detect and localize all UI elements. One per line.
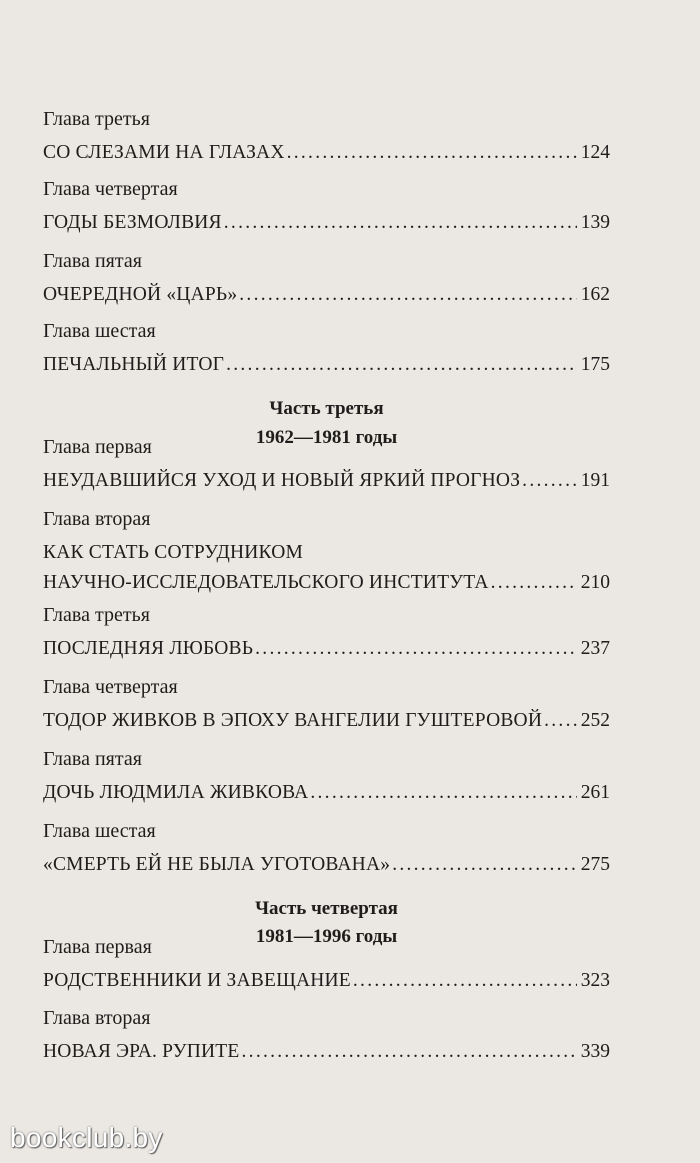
- toc-entry: [43, 106, 610, 166]
- toc-entry: [43, 674, 610, 734]
- chapter-number: Глава пятая: [43, 748, 142, 770]
- toc-line: [43, 708, 610, 734]
- page-number: 261: [580, 782, 610, 803]
- chapter-title: ОЧЕРЕДНОЙ «ЦАРЬ»: [43, 284, 238, 305]
- page-number: 175: [580, 354, 610, 375]
- chapter-title: ПЕЧАЛЬНЫЙ ИТОГ: [43, 354, 225, 375]
- toc-entry: [43, 176, 610, 236]
- toc-line: [43, 968, 610, 994]
- dot-leader: [255, 636, 577, 662]
- toc-line: [43, 780, 610, 806]
- dot-leader: [353, 968, 577, 994]
- toc-entry: [43, 818, 610, 878]
- toc-line: [43, 852, 610, 878]
- chapter-number: Глава шестая: [43, 320, 156, 342]
- toc-line: [43, 468, 610, 494]
- part-heading: Часть четвертая: [255, 898, 398, 919]
- chapter-number: Глава первая: [43, 936, 152, 958]
- chapter-title: НАУЧНО-ИССЛЕДОВАТЕЛЬСКОГО ИНСТИТУТА: [43, 572, 489, 593]
- chapter-title-line1: КАК СТАТЬ СОТРУДНИКОМ: [43, 542, 304, 563]
- toc-entry: [43, 434, 610, 494]
- page-number: 162: [580, 284, 610, 305]
- toc-line: [43, 282, 610, 308]
- dot-leader: [392, 852, 577, 878]
- chapter-number: Глава вторая: [43, 508, 151, 530]
- chapter-number: Глава вторая: [43, 1007, 151, 1029]
- dot-leader: [226, 352, 577, 378]
- page-number: 275: [580, 854, 610, 875]
- toc-line: [43, 570, 610, 596]
- toc-entry: [43, 318, 610, 378]
- chapter-title: РОДСТВЕННИКИ И ЗАВЕЩАНИЕ: [43, 970, 351, 991]
- page-number: 124: [580, 142, 610, 163]
- page-number: 339: [580, 1041, 610, 1062]
- toc-line: [43, 210, 610, 236]
- dot-leader: [310, 780, 576, 806]
- chapter-title: «СМЕРТЬ ЕЙ НЕ БЫЛА УГОТОВАНА»: [43, 854, 391, 875]
- chapter-number: Глава третья: [43, 604, 150, 626]
- chapter-number: Глава четвертая: [43, 676, 178, 698]
- chapter-title: ДОЧЬ ЛЮДМИЛА ЖИВКОВА: [43, 782, 309, 803]
- toc-entry: [43, 1005, 610, 1065]
- dot-leader: [522, 468, 577, 494]
- part-years: 1962—1981 годы: [255, 427, 398, 448]
- part-years: 1981—1996 годы: [255, 926, 398, 947]
- page-number: 323: [580, 970, 610, 991]
- chapter-number: Глава первая: [43, 436, 152, 458]
- toc-entry: [43, 506, 610, 596]
- dot-leader: [491, 570, 577, 596]
- toc-line: [43, 636, 610, 662]
- page-number: 210: [580, 572, 610, 593]
- toc-line: [43, 140, 610, 166]
- chapter-number: Глава шестая: [43, 820, 156, 842]
- dot-leader: [224, 210, 577, 236]
- toc-entry: [43, 602, 610, 662]
- page-number: 237: [580, 638, 610, 659]
- chapter-title: НЕУДАВШИЙСЯ УХОД И НОВЫЙ ЯРКИЙ ПРОГНОЗ: [43, 470, 521, 491]
- page-number: 139: [580, 212, 610, 233]
- chapter-title: ГОДЫ БЕЗМОЛВИЯ: [43, 212, 222, 233]
- chapter-number: Глава четвертая: [43, 178, 178, 200]
- toc-entry: [43, 248, 610, 308]
- dot-leader: [287, 140, 577, 166]
- page-number: 191: [580, 470, 610, 491]
- chapter-title: ТОДОР ЖИВКОВ В ЭПОХУ ВАНГЕЛИИ ГУШТЕРОВОЙ: [43, 710, 543, 731]
- watermark: bookclub.by: [10, 1122, 163, 1153]
- toc-line: [43, 1039, 610, 1065]
- chapter-title: ПОСЛЕДНЯЯ ЛЮБОВЬ: [43, 638, 254, 659]
- chapter-number: Глава пятая: [43, 250, 142, 272]
- dot-leader: [544, 708, 577, 734]
- dot-leader: [242, 1039, 577, 1065]
- toc-entry: [43, 934, 610, 994]
- page-number: 252: [580, 710, 610, 731]
- chapter-number: Глава третья: [43, 108, 150, 130]
- toc-line: [43, 352, 610, 378]
- chapter-title: НОВАЯ ЭРА. РУПИТЕ: [43, 1041, 240, 1062]
- dot-leader: [239, 282, 576, 308]
- chapter-title: СО СЛЕЗАМИ НА ГЛАЗАХ: [43, 142, 285, 163]
- toc-entry: [43, 746, 610, 806]
- toc-line: [43, 540, 610, 566]
- part-heading: Часть третья: [269, 398, 384, 419]
